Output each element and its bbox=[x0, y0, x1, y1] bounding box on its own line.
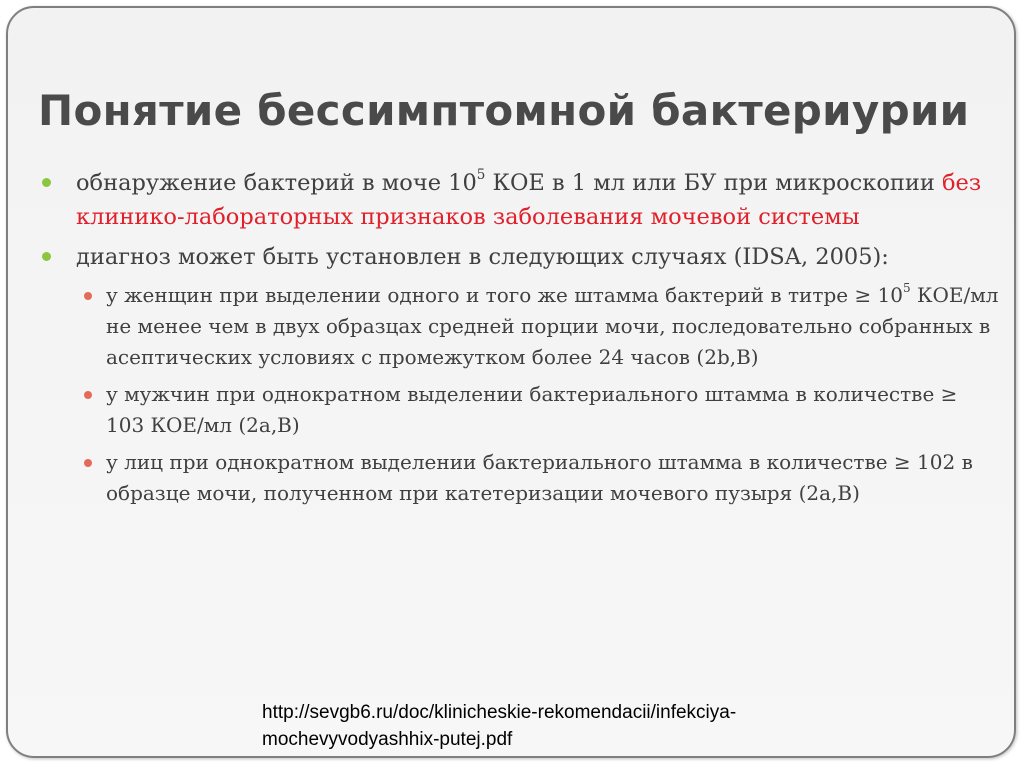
women-text-b: КОЕ/мл не менее чем в двух образцах средней порции мочи, последовательно собранных в асептических условиях с промежутком более 24 часов (2b,B) bbox=[106, 283, 999, 369]
sub-bullet-women bbox=[40, 280, 1000, 373]
catheter-text: у лиц при однократном выделении бактериального штамма в количестве ≥ 102 в образце мочи, полученном при катетеризации мочевого пузыря (2a,B) bbox=[106, 450, 973, 505]
slide-content bbox=[40, 166, 1000, 515]
green-bullet-icon bbox=[42, 252, 51, 261]
men-text: у мужчин при однократном выделении бактериального штамма в количестве ≥ 103 КОЕ/мл (2a,B) bbox=[106, 382, 958, 437]
bullet-item-definition bbox=[40, 166, 1000, 234]
red-bullet-icon bbox=[84, 459, 92, 467]
red-bullet-icon bbox=[84, 391, 92, 399]
definition-exponent: 5 bbox=[476, 166, 486, 183]
slide-title: Понятие бессимптомной бактериурии bbox=[38, 86, 970, 135]
definition-highlight: без клинико-лабораторных признаков заболевания мочевой системы bbox=[76, 170, 982, 230]
definition-text-a: обнаружение бактерий в моче 10 bbox=[76, 170, 477, 196]
source-link-line1: http://sevgb6.ru/doc/klinicheskie-rekomendacii/infekciya- bbox=[262, 702, 737, 723]
green-bullet-icon bbox=[42, 178, 51, 187]
women-text-a: у женщин при выделении одного и того же штамма бактерий в титре ≥ 10 bbox=[106, 283, 904, 307]
sub-bullet-catheter bbox=[40, 447, 1000, 509]
source-link-line2: mochevyvodyashhix-putej.pdf bbox=[262, 729, 513, 750]
source-link[interactable] bbox=[262, 699, 736, 753]
red-bullet-icon bbox=[84, 292, 92, 300]
diagnosis-text: диагноз может быть установлен в следующих случаях (IDSA, 2005): bbox=[76, 244, 889, 270]
sub-bullet-men bbox=[40, 379, 1000, 441]
definition-text-b: КОЕ в 1 мл или БУ при микроскопии bbox=[485, 170, 943, 196]
women-exponent: 5 bbox=[903, 280, 911, 295]
bullet-item-diagnosis bbox=[40, 240, 1000, 274]
